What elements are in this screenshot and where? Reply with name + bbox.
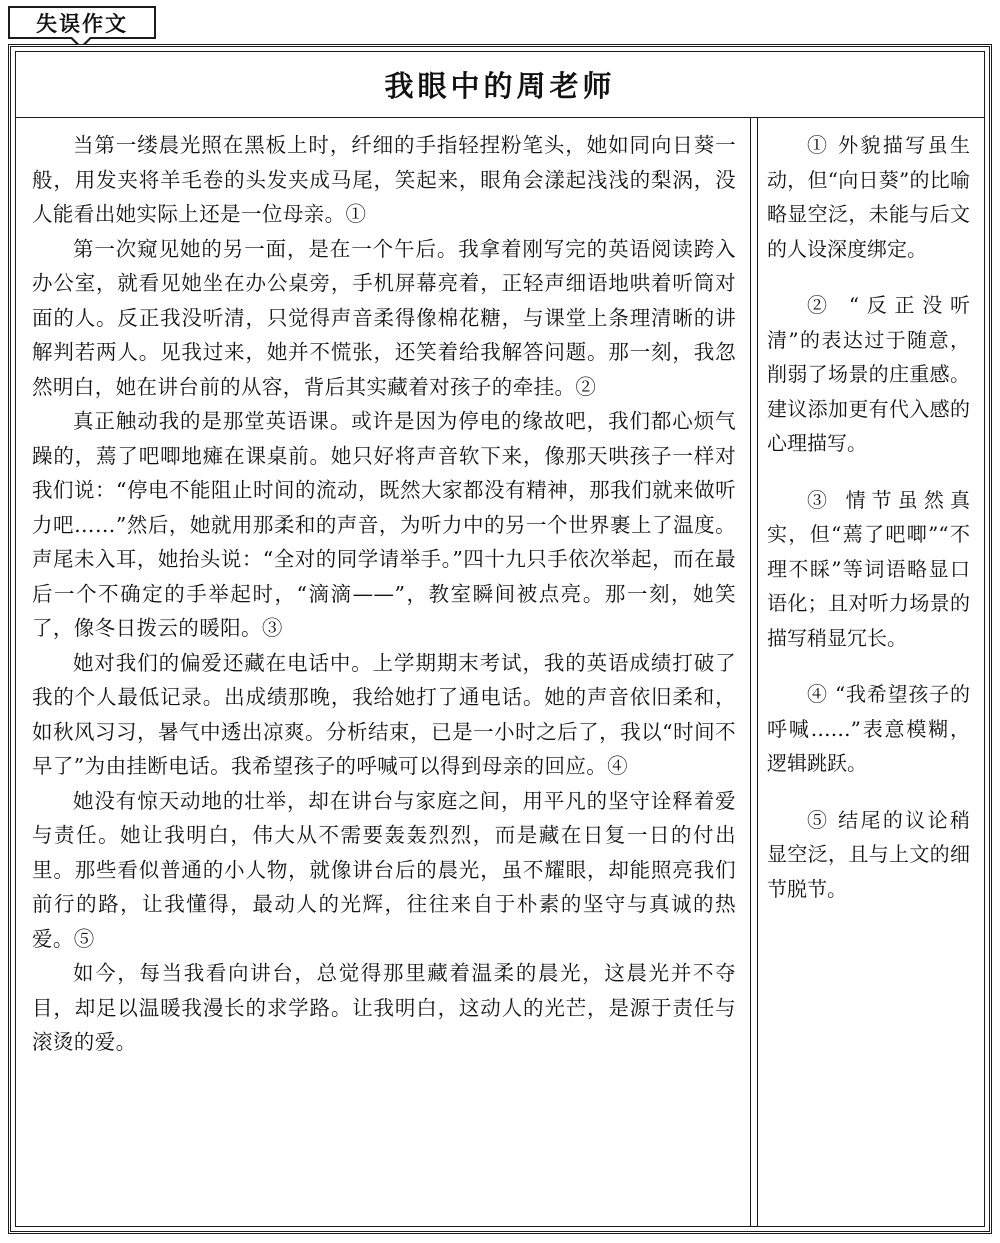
essay-paragraph: 如今，每当我看向讲台，总觉得那里藏着温柔的晨光，这晨光并不夺目，却足以温暖我漫长的求学路。让我明白，这动人的光芒，是源于责任与滚烫的爱。 (32, 961, 736, 1054)
annotation-item: ⑤ 结尾的议论稍显空泛，且与上文的细节脱节。 (767, 807, 970, 901)
essay-paragraph: 她对我们的偏爱还藏在电话中。上学期期末考试，我的英语成绩打破了我的个人最低记录。出成绩那晚，我给她打了通电话。她的声音依旧柔和，如秋风习习，暑气中透出凉爽。分析结束，已是一小时之后了，我以“时间不早了”为由挂断电话。我希望孩子的呼喊可以得到母亲的回应。④ (32, 650, 736, 778)
category-tab (8, 6, 158, 44)
title-band (16, 52, 984, 118)
body-area (16, 118, 984, 1226)
document-frame (8, 44, 992, 1234)
essay-paragraph: 当第一缕晨光照在黑板上时，纤细的手指轻捏粉笔头，她如同向日葵一般，用发夹将羊毛卷的头发夹成马尾，笑起来，眼角会漾起浅浅的梨涡，没人能看出她实际上还是一位母亲。① (32, 133, 736, 226)
essay-paragraph: 她没有惊天动地的壮举，却在讲台与家庭之间，用平凡的坚守诠释着爱与责任。她让我明白，伟大从不需要轰轰烈烈，而是藏在日复一日的付出里。那些看似普通的小人物，就像讲台后的晨光，虽不耀眼，却能照亮我们前行的路，让我懂得，最动人的光辉，往往来自于朴素的坚守与真诚的热爱。⑤ (32, 788, 736, 951)
annotation-divider (757, 118, 758, 1226)
category-tab-box (8, 6, 156, 39)
essay-paragraph: 第一次窥见她的另一面，是在一个午后。我拿着刚写完的英语阅读跨入办公室，就看见她坐在办公桌旁，手机屏幕亮着，正轻声细语地哄着听筒对面的人。反正我没听清，只觉得声音柔得像棉花糖，与课堂上条理清晰的讲解判若两人。见我过来，她并不慌张，还笑着给我解答问题。那一刻，我忽然明白，她在讲台前的从容，背后其实藏着对孩子的牵挂。② (32, 236, 736, 399)
essay-paragraph: 真正触动我的是那堂英语课。或许是因为停电的缘故吧，我们都心烦气躁的，蔫了吧唧地瘫在课桌前。她只好将声音软下来，像那天哄孩子一样对我们说：“停电不能阻止时间的流动，既然大家都没有精神，那我们就来做听力吧……”然后，她就用那柔和的声音，为听力中的另一个世界裹上了温度。声尾未入耳，她抬头说：“全对的同学请举手。”四十九只手依次举起，而在最后一个不确定的手举起时，“滴滴——”，教室瞬间被点亮。那一刻，她笑了，像冬日拨云的暖阳。③ (32, 409, 736, 640)
annotation-column (751, 118, 984, 1226)
annotation-item: ② “反正没听清”的表达过于随意，削弱了场景的庄重感。建议添加更有代入感的心理描写。 (767, 293, 970, 455)
essay-column (16, 118, 751, 1226)
page-title: 我眼中的周老师 (384, 69, 616, 103)
annotation-item: ① 外貌描写虽生动，但“向日葵”的比喻略显空泛，未能与后文的人设深度绑定。 (767, 133, 970, 261)
document-frame-inner (15, 51, 985, 1227)
annotation-item: ③ 情节虽然真实，但“蔫了吧唧”“不理不睬”等词语略显口语化；且对听力场景的描写稍显冗长。 (767, 487, 970, 650)
category-tab-label: 失误作文 (36, 11, 128, 36)
annotation-item: ④ “我希望孩子的呼喊……”表意模糊，逻辑跳跃。 (767, 682, 970, 775)
